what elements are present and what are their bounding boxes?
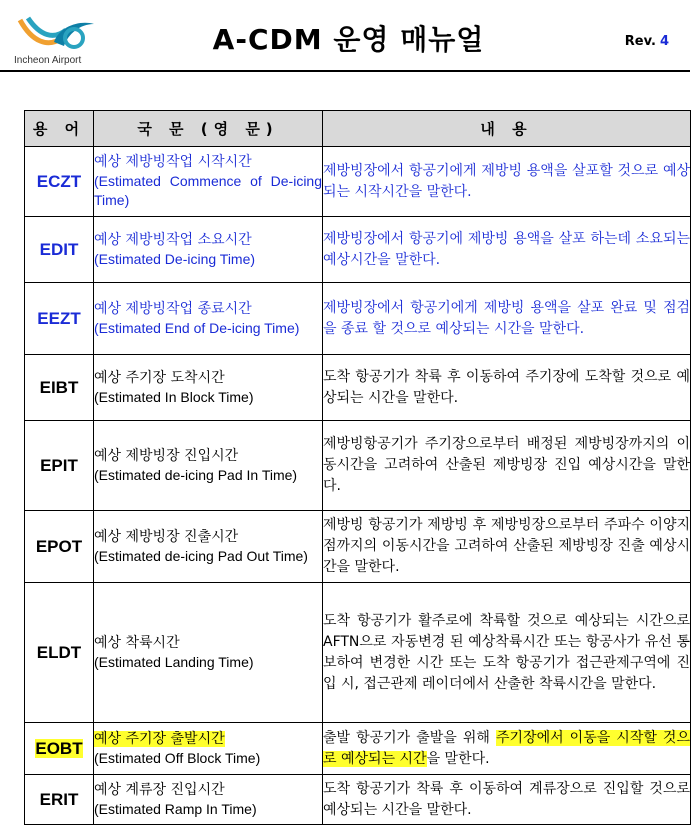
term-name: 예상 계류장 진입시간 (Estimated Ramp In Time) [94,775,323,825]
highlighted-description: 주기장에서 이동을 시작할 것으로 예상되는 시간 [323,729,690,767]
term-description: 출발 항공기가 출발을 위해 주기장에서 이동을 시작할 것으로 예상되는 시간을 말한다. [323,723,691,775]
column-header-term: 용 어 [25,111,94,147]
table-row [25,147,691,217]
term-code: EPOT [25,511,94,583]
term-description: 도착 항공기가 활주로에 착륙할 것으로 예상되는 시간으로 AFTN으로 자동변경 된 예상착륙시간 또는 항공사가 유선 통보하여 변경한 시간 또는 도착 항공기가 접근관제구역에 진입 시, 접근관제 레이더에서 산출한 착륙시간을 말한다. [323,583,691,723]
table-row [25,775,691,825]
terms-table [24,110,691,825]
table-header-row [25,111,691,147]
term-name: 예상 주기장 도착시간 (Estimated In Block Time) [94,355,323,421]
table-row [25,511,691,583]
column-header-content: 내 용 [323,111,691,147]
table-row [25,217,691,283]
term-description: 제방빙항공기가 주기장으로부터 배정된 제방빙장까지의 이동시간을 고려하여 산출된 제방빙장 진입 예상시간을 말한다. [323,421,691,511]
table-row [25,723,691,775]
term-description: 도착 항공기가 착륙 후 이동하여 주기장에 도착할 것으로 예상되는 시간을 말한다. [323,355,691,421]
term-code: ELDT [25,583,94,723]
term-name: 예상 주기장 출발시간 (Estimated Off Block Time) [94,723,323,775]
term-name: 예상 제방빙작업 소요시간 (Estimated De-icing Time) [94,217,323,283]
term-description: 제방빙장에서 항공기에게 제방빙 용액을 살포할 것으로 예상되는 시작시간을 말한다. [323,147,691,217]
highlighted-name: 예상 주기장 출발시간 [94,730,225,747]
term-name: 예상 제방빙작업 종료시간 (Estimated End of De-icing Time) [94,283,323,355]
term-code: EDIT [25,217,94,283]
revision-label: Rev. 4 [624,34,669,49]
term-code [25,723,94,775]
logo-caption: Incheon Airport [14,55,82,66]
term-code: EEZT [25,283,94,355]
page-header [0,0,697,70]
term-code: ERIT [25,775,94,825]
term-name: 예상 제방빙장 진출시간 (Estimated de-icing Pad Out Time) [94,511,323,583]
table-row [25,355,691,421]
term-name: 예상 제방빙작업 시작시간 (Estimated Commence of De-icing Time) [94,147,323,217]
header-divider [0,70,690,72]
term-code: ECZT [25,147,94,217]
term-name: 예상 제방빙장 진입시간 (Estimated de-icing Pad In Time) [94,421,323,511]
term-name: 예상 착륙시간 (Estimated Landing Time) [94,583,323,723]
term-code: EIBT [25,355,94,421]
column-header-name: 국 문 (영 문) [94,111,323,147]
highlighted-term: EOBT [35,738,83,758]
table-row [25,283,691,355]
page-title: A-CDM 운영 매뉴얼 [212,23,485,56]
term-description: 제방빙장에서 항공기에 제방빙 용액을 살포 하는데 소요되는 예상시간을 말한다. [323,217,691,283]
term-description: 도착 항공기가 착륙 후 이동하여 계류장으로 진입할 것으로 예상되는 시간을 말한다. [323,775,691,825]
term-description: 제방빙장에서 항공기에게 제방빙 용액을 살포 완료 및 점검을 종료 할 것으로 예상되는 시간을 말한다. [323,283,691,355]
table-row [25,421,691,511]
revision-number: 4 [659,34,669,49]
table-row [25,583,691,723]
term-code: EPIT [25,421,94,511]
term-description: 제방빙 항공기가 제방빙 후 제방빙장으로부터 주파수 이양지점까지의 이동시간을 고려하여 산출된 제방빙장 진출 예상시간을 말한다. [323,511,691,583]
